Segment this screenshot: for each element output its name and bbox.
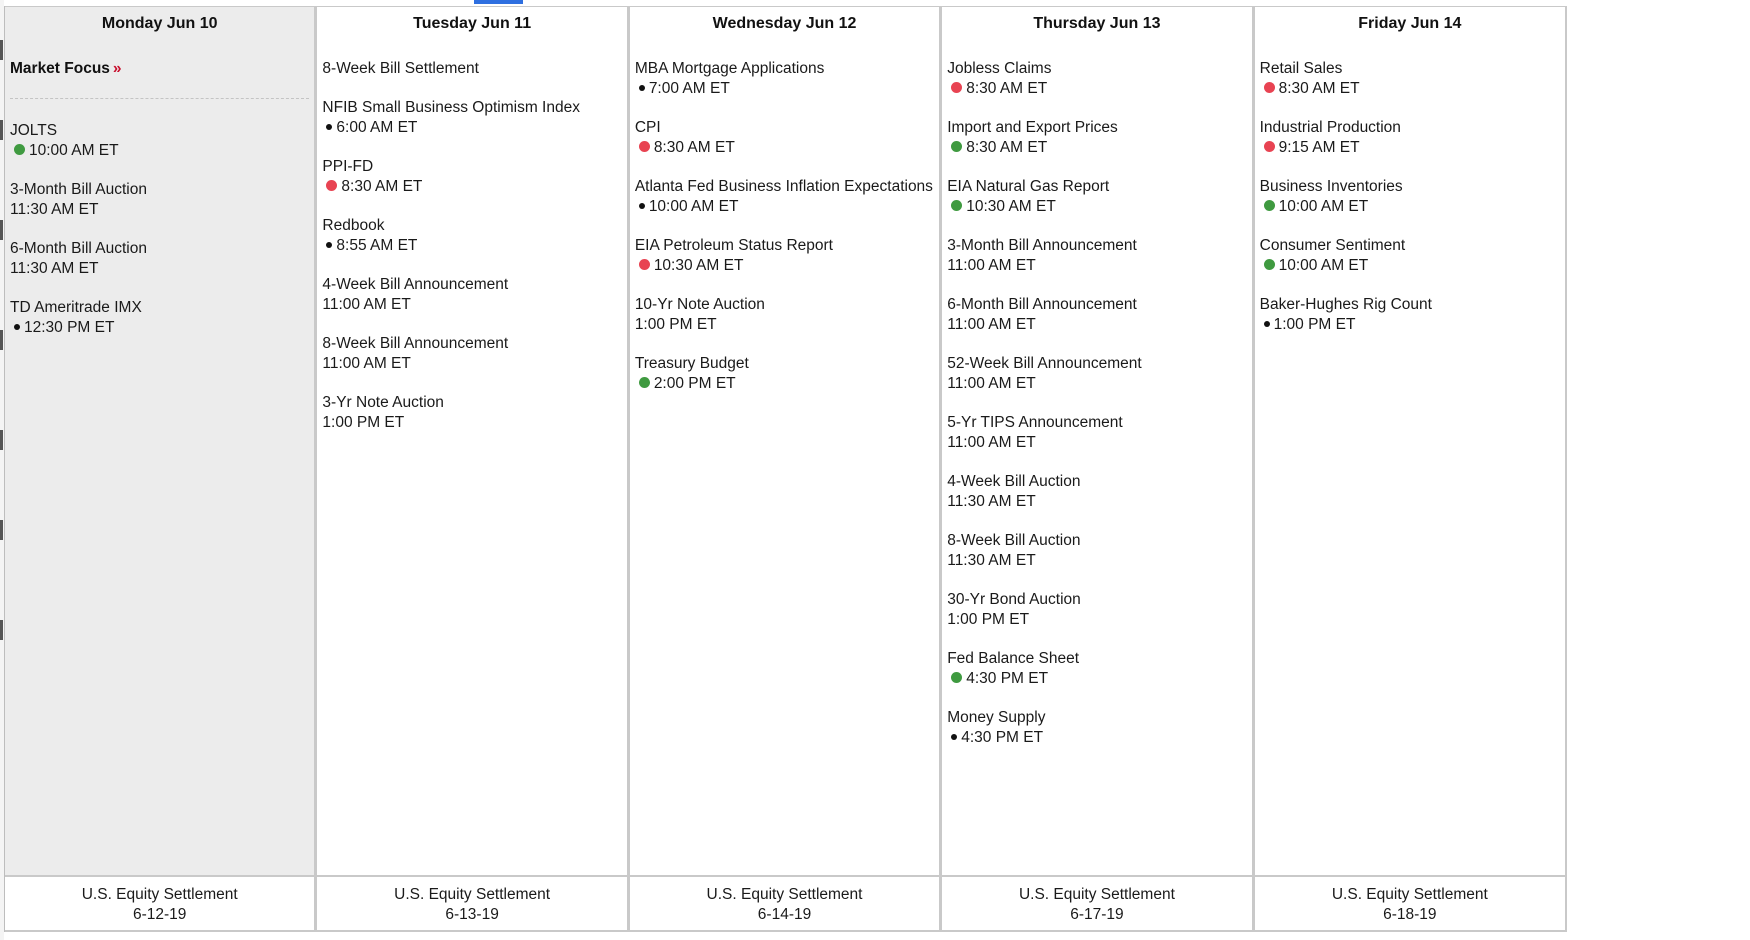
event-time (322, 118, 621, 138)
calendar-event[interactable] (322, 157, 621, 197)
event-time (322, 413, 621, 433)
event-time (635, 138, 934, 158)
calendar-event[interactable] (322, 393, 621, 433)
event-title[interactable]: 30-Yr Bond Auction (947, 591, 1081, 608)
event-time (322, 295, 621, 315)
day-body (5, 7, 314, 875)
event-list (1260, 41, 1560, 335)
event-time-text: 11:00 AM ET (947, 257, 1036, 274)
event-title[interactable]: 8-Week Bill Announcement (322, 335, 509, 352)
settlement-date: 6-18-19 (1383, 906, 1437, 923)
calendar-event[interactable] (947, 413, 1246, 453)
green-importance-dot-icon (14, 144, 25, 155)
calendar-event[interactable] (10, 239, 309, 279)
calendar-event[interactable] (322, 98, 621, 138)
event-time-text: 8:30 AM ET (966, 80, 1048, 97)
day-header: Friday Jun 14 (1358, 15, 1462, 32)
event-time (322, 177, 621, 197)
event-title[interactable]: 6-Month Bill Announcement (947, 296, 1137, 313)
event-time (1260, 79, 1560, 99)
event-time (1260, 197, 1560, 217)
black-importance-dot-icon (639, 85, 645, 91)
black-importance-dot-icon (326, 242, 332, 248)
event-time (635, 197, 934, 217)
event-time-text: 10:00 AM ET (29, 142, 119, 159)
day-header: Tuesday Jun 11 (413, 15, 532, 32)
day-header: Wednesday Jun 12 (712, 15, 857, 32)
market-focus-link[interactable] (10, 60, 122, 78)
event-time-text: 8:30 AM ET (1278, 80, 1360, 97)
settlement-footer (317, 875, 626, 930)
settlement-date: 6-14-19 (757, 906, 812, 923)
event-time-text: 1:00 PM ET (1273, 316, 1356, 333)
event-time-text: 1:00 PM ET (947, 611, 1030, 628)
day-header: Thursday Jun 13 (1033, 15, 1161, 32)
calendar-event[interactable] (947, 59, 1246, 99)
red-importance-dot-icon (639, 141, 650, 152)
event-title[interactable]: CPI (634, 119, 661, 136)
settlement-date: 6-17-19 (1070, 906, 1124, 923)
event-time-text: 6:00 AM ET (336, 119, 418, 136)
event-time-text: 4:30 PM ET (966, 670, 1049, 687)
event-time-text: 11:30 AM ET (947, 493, 1036, 510)
event-title[interactable]: Import and Export Prices (947, 119, 1118, 136)
settlement-footer (5, 875, 314, 930)
event-title[interactable]: PPI-FD (322, 158, 374, 175)
black-importance-dot-icon (326, 124, 332, 130)
event-time-text: 1:00 PM ET (634, 316, 717, 333)
event-time (1260, 138, 1560, 158)
event-time-text: 11:30 AM ET (947, 552, 1036, 569)
event-time (635, 374, 934, 394)
calendar-event[interactable] (947, 118, 1246, 158)
event-title[interactable]: 4-Week Bill Auction (947, 473, 1081, 490)
event-time-text: 11:30 AM ET (10, 201, 99, 218)
event-time (322, 236, 621, 256)
event-title[interactable]: 8-Week Bill Settlement (322, 60, 479, 77)
day-header: Monday Jun 10 (101, 15, 218, 32)
calendar-event[interactable] (947, 177, 1246, 217)
calendar-event[interactable] (947, 708, 1246, 748)
event-time (947, 256, 1246, 276)
calendar-event[interactable] (1260, 295, 1560, 335)
day-body (942, 7, 1251, 875)
calendar-event[interactable] (1260, 59, 1560, 99)
event-time-text: 7:00 AM ET (648, 80, 730, 97)
calendar-event[interactable] (322, 275, 621, 315)
calendar-event[interactable] (322, 216, 621, 256)
event-time (635, 256, 934, 276)
event-time-text: 10:00 AM ET (648, 198, 739, 215)
green-importance-dot-icon (951, 141, 962, 152)
event-title[interactable]: Treasury Budget (634, 355, 749, 372)
red-importance-dot-icon (1264, 141, 1275, 152)
event-time (947, 492, 1246, 512)
green-importance-dot-icon (1264, 259, 1275, 270)
black-importance-dot-icon (14, 324, 20, 330)
calendar-event[interactable] (322, 334, 621, 374)
calendar-event[interactable] (635, 354, 934, 394)
green-importance-dot-icon (639, 377, 650, 388)
calendar-event[interactable] (635, 118, 934, 158)
event-title[interactable]: Atlanta Fed Business Inflation Expectations (634, 178, 933, 195)
event-title[interactable]: Retail Sales (1259, 60, 1343, 77)
red-importance-dot-icon (951, 82, 962, 93)
event-time-text: 11:00 AM ET (947, 375, 1036, 392)
day-body (1255, 7, 1565, 875)
red-importance-dot-icon (1264, 82, 1275, 93)
settlement-label: U.S. Equity Settlement (1331, 886, 1488, 903)
calendar-event[interactable] (1260, 177, 1560, 217)
calendar-event[interactable] (1260, 236, 1560, 276)
calendar-event[interactable] (947, 354, 1246, 394)
calendar-event[interactable] (10, 180, 309, 220)
calendar-event[interactable] (947, 236, 1246, 276)
event-time (1260, 256, 1560, 276)
calendar-event[interactable] (635, 59, 934, 99)
settlement-label: U.S. Equity Settlement (706, 886, 863, 903)
settlement-footer (1255, 875, 1565, 930)
event-title[interactable]: JOLTS (10, 122, 58, 139)
settlement-label: U.S. Equity Settlement (1018, 886, 1175, 903)
calendar-event[interactable] (947, 590, 1246, 630)
event-time-text: 11:00 AM ET (947, 434, 1036, 451)
event-time (947, 669, 1246, 689)
event-time (635, 315, 934, 335)
green-importance-dot-icon (951, 200, 962, 211)
event-list (322, 41, 621, 433)
event-title[interactable]: Redbook (322, 217, 385, 234)
event-time (947, 374, 1246, 394)
event-time (10, 141, 309, 161)
event-time-text: 10:00 AM ET (1278, 257, 1369, 274)
settlement-footer (630, 875, 939, 930)
day-column-friday (1255, 6, 1567, 932)
event-title[interactable]: MBA Mortgage Applications (634, 60, 825, 77)
event-title[interactable]: 8-Week Bill Auction (947, 532, 1081, 549)
event-time-text: 1:00 PM ET (322, 414, 405, 431)
black-importance-dot-icon (639, 203, 645, 209)
event-time (947, 197, 1246, 217)
calendar-event[interactable] (947, 531, 1246, 571)
event-list (947, 41, 1246, 748)
divider (10, 98, 309, 99)
black-importance-dot-icon (951, 734, 957, 740)
event-time-text: 8:30 AM ET (966, 139, 1048, 156)
calendar-event[interactable] (1260, 118, 1560, 158)
event-title[interactable]: Business Inventories (1259, 178, 1403, 195)
event-time (947, 433, 1246, 453)
event-time-text: 11:00 AM ET (322, 355, 411, 372)
event-title[interactable]: EIA Natural Gas Report (947, 178, 1110, 195)
event-list (635, 41, 934, 394)
event-list (10, 121, 309, 338)
calendar-event[interactable] (635, 236, 934, 276)
event-title[interactable]: 3-Month Bill Announcement (947, 237, 1137, 254)
event-time (322, 354, 621, 374)
event-title[interactable]: Industrial Production (1259, 119, 1401, 136)
event-title[interactable]: Baker-Hughes Rig Count (1259, 296, 1432, 313)
settlement-label: U.S. Equity Settlement (394, 886, 551, 903)
green-importance-dot-icon (951, 672, 962, 683)
event-time-text: 4:30 PM ET (961, 729, 1044, 746)
event-time-text: 9:15 AM ET (1278, 139, 1360, 156)
event-title[interactable]: NFIB Small Business Optimism Index (322, 99, 580, 116)
settlement-date: 6-13-19 (445, 906, 499, 923)
event-time (947, 728, 1246, 748)
event-time-text: 11:30 AM ET (10, 260, 99, 277)
day-column-wednesday (630, 6, 942, 932)
event-title[interactable]: Fed Balance Sheet (947, 650, 1080, 667)
event-time (1260, 315, 1560, 335)
event-title[interactable]: 4-Week Bill Announcement (322, 276, 509, 293)
event-title[interactable]: Consumer Sentiment (1259, 237, 1406, 254)
event-title[interactable]: EIA Petroleum Status Report (634, 237, 833, 254)
event-time (947, 551, 1246, 571)
event-time-text: 8:30 AM ET (653, 139, 735, 156)
event-time (10, 318, 309, 338)
event-title[interactable]: 3-Yr Note Auction (322, 394, 444, 411)
event-time (947, 138, 1246, 158)
event-time (10, 200, 309, 220)
settlement-date: 6-12-19 (132, 906, 187, 923)
active-tab-indicator[interactable] (474, 0, 523, 4)
day-body (317, 7, 626, 875)
event-title[interactable]: 5-Yr TIPS Announcement (947, 414, 1123, 431)
day-column-tuesday (317, 6, 629, 932)
event-time (947, 610, 1246, 630)
calendar-event[interactable] (10, 121, 309, 161)
calendar-event[interactable] (635, 177, 934, 217)
calendar-event[interactable] (322, 59, 621, 79)
week-calendar (4, 6, 1567, 932)
event-time-text: 11:00 AM ET (322, 296, 411, 313)
calendar-event[interactable] (10, 298, 309, 338)
red-importance-dot-icon (639, 259, 650, 270)
event-title[interactable]: 3-Month Bill Auction (10, 181, 147, 198)
event-time-text: 10:00 AM ET (1278, 198, 1369, 215)
green-importance-dot-icon (1264, 200, 1275, 211)
event-time-text: 12:30 PM ET (24, 319, 115, 336)
calendar-event[interactable] (635, 295, 934, 335)
market-focus-label: Market Focus (10, 60, 110, 77)
double-chevron-right-icon: » (112, 60, 122, 77)
black-importance-dot-icon (1264, 321, 1270, 327)
event-time (947, 315, 1246, 335)
event-time (635, 79, 934, 99)
event-title[interactable]: 6-Month Bill Auction (10, 240, 147, 257)
event-time-text: 8:30 AM ET (341, 178, 423, 195)
event-title[interactable]: TD Ameritrade IMX (10, 299, 142, 316)
event-title[interactable]: 52-Week Bill Announcement (947, 355, 1142, 372)
event-time-text: 10:30 AM ET (653, 257, 744, 274)
red-importance-dot-icon (326, 180, 337, 191)
settlement-label: U.S. Equity Settlement (81, 886, 238, 903)
event-time-text: 2:00 PM ET (653, 375, 736, 392)
event-time-text: 10:30 AM ET (966, 198, 1056, 215)
settlement-footer (942, 875, 1251, 930)
event-title[interactable]: 10-Yr Note Auction (634, 296, 765, 313)
calendar-event[interactable] (947, 649, 1246, 689)
event-time (947, 79, 1246, 99)
event-time-text: 8:55 AM ET (336, 237, 418, 254)
event-time-text: 11:00 AM ET (947, 316, 1036, 333)
calendar-event[interactable] (947, 295, 1246, 335)
event-time (10, 259, 309, 279)
day-column-thursday (942, 6, 1254, 932)
day-body (630, 7, 939, 875)
day-column-monday (5, 6, 317, 932)
calendar-event[interactable] (947, 472, 1246, 512)
event-title[interactable]: Jobless Claims (947, 60, 1052, 77)
event-title[interactable]: Money Supply (947, 709, 1046, 726)
